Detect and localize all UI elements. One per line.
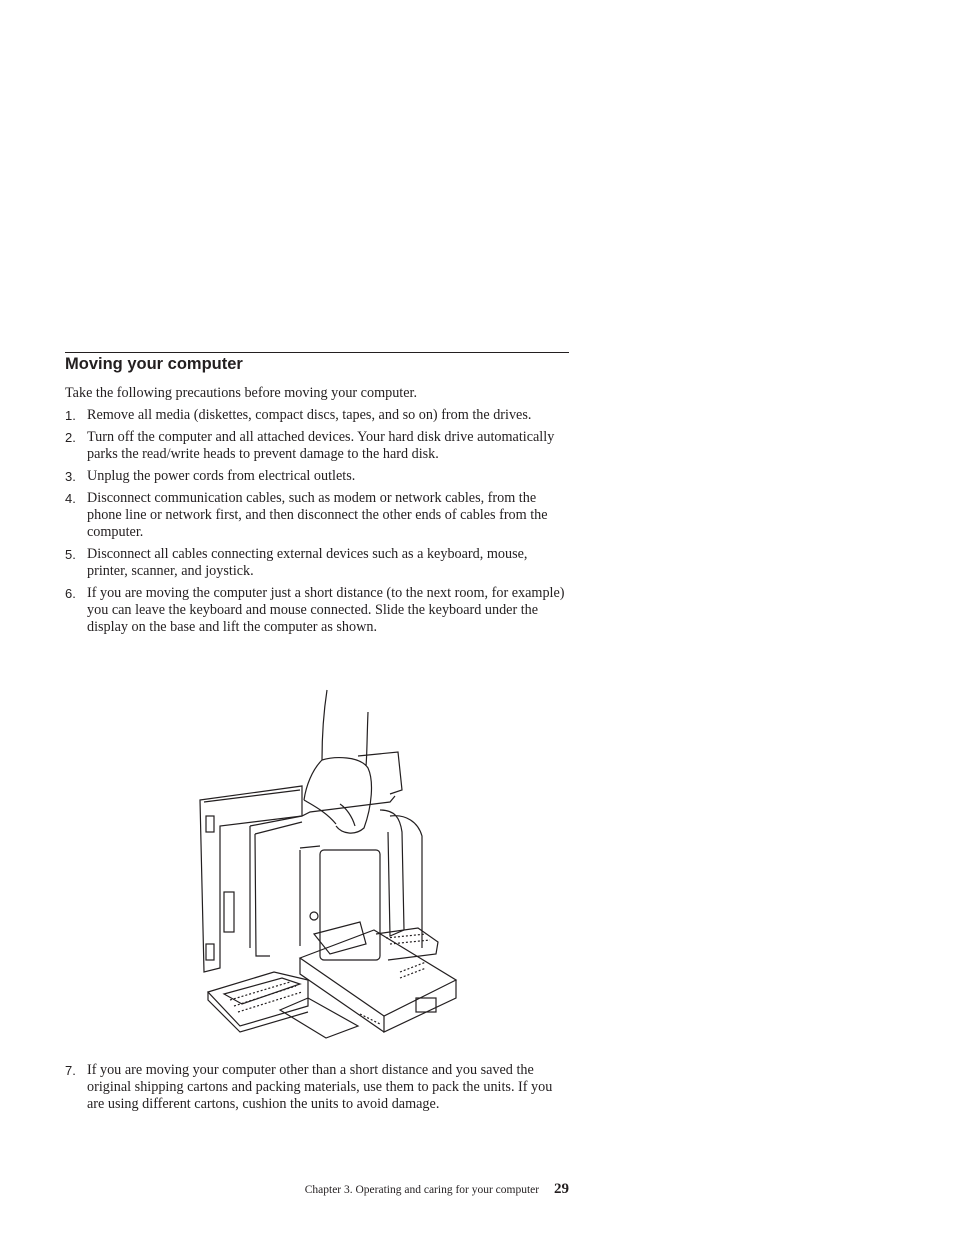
footer-chapter: Chapter 3. Operating and caring for your computer [304, 1184, 540, 1196]
lifting-computer-illustration [190, 686, 470, 1052]
list-item: 5. Disconnect all cables connecting external devices such as a keyboard, mouse, printer, scanner, and joystick. [65, 546, 528, 579]
steps-list-top [65, 407, 569, 641]
steps-list-bottom [65, 1062, 569, 1118]
list-item: 7. If you are moving your computer other than a short distance and you saved the original shipping cartons and packing materials, use them to pack the units. If you are using different cartons, cushion the units to avoid damage. [65, 1062, 553, 1112]
list-item: 2. Turn off the computer and all attached devices. Your hard disk drive automatically parks the read/write heads to prevent damage to the hard disk. [65, 429, 555, 462]
list-item: 3. Unplug the power cords from electrical outlets. [65, 468, 356, 484]
page-number: 29 [554, 1181, 569, 1197]
list-item: 1. Remove all media (diskettes, compact discs, tapes, and so on) from the drives. [65, 407, 532, 423]
list-item: 6. If you are moving the computer just a short distance (to the next room, for example) you can leave the keyboard and mouse connected. Slide the keyboard under the display on the base and lift the computer as shown. [65, 585, 565, 635]
intro-paragraph: Take the following precautions before moving your computer. [65, 385, 418, 401]
page-footer [305, 1181, 569, 1198]
list-item: 4. Disconnect communication cables, such as modem or network cables, from the phone line or network first, and then disconnect the other ends of cables from the computer. [65, 490, 548, 540]
section-rule [65, 352, 569, 353]
section-heading: Moving your computer [65, 355, 243, 373]
